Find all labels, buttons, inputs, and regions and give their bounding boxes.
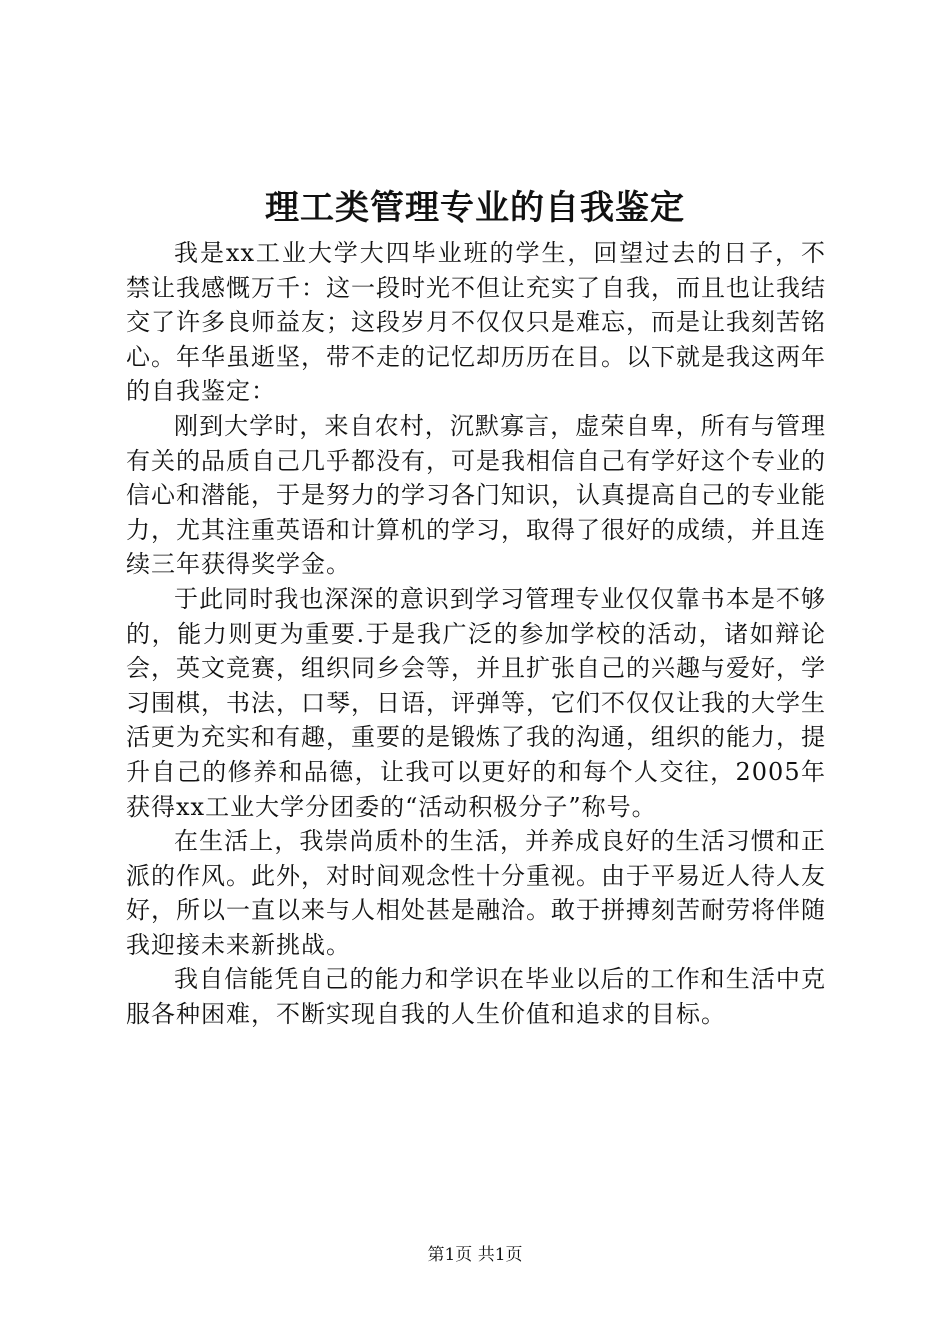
paragraph-study: 刚到大学时，来自农村，沉默寡言，虚荣自卑，所有与管理有关的品质自己几乎都没有，可是我相信自己有学好这个专业的信心和潜能，于是努力的学习各门知识，认真提高自己的专业能力，尤其注重英语和计算机的学习，取得了很好的成绩，并且连续三年获得奖学金。 bbox=[126, 411, 826, 579]
document-title: 理工类管理专业的自我鉴定 bbox=[265, 188, 685, 228]
paragraph-activities: 于此同时我也深深的意识到学习管理专业仅仅靠书本是不够的，能力则更为重要.于是我广泛的参加学校的活动，诸如辩论会，英文竞赛，组织同乡会等，并且扩张自己的兴趣与爱好，学习围棋，书法，口琴，日语，评弹等，它们不仅仅让我的大学生活更为充实和有趣，重要的是锻炼了我的沟通，组织的能力，提升自己的修养和品德，让我可以更好的和每个人交往，2005年获得xx工业大学分团委的“活动积极分子”称号。 bbox=[126, 584, 826, 821]
paragraph-intro: 我是xx工业大学大四毕业班的学生，回望过去的日子，不禁让我感慨万千：这一段时光不但让充实了自我，而且也让我结交了许多良师益友；这段岁月不仅仅只是难忘，而是让我刻苦铭心。年华虽逝坚，带不走的记忆却历历在目。以下就是我这两年的自我鉴定： bbox=[126, 239, 826, 406]
document-body bbox=[126, 236, 826, 1032]
page-footer: 第1页 共1页 bbox=[427, 1245, 523, 1265]
paragraph-conclusion: 我自信能凭自己的能力和学识在毕业以后的工作和生活中克服各种困难，不断实现自我的人生价值和追求的目标。 bbox=[126, 965, 826, 1029]
paragraph-life: 在生活上，我崇尚质朴的生活，并养成良好的生活习惯和正派的作风。此外，对时间观念性十分重视。由于平易近人待人友好，所以一直以来与人相处甚是融洽。敢于拼搏刻苦耐劳将伴随我迎接未来新挑战。 bbox=[126, 827, 826, 959]
